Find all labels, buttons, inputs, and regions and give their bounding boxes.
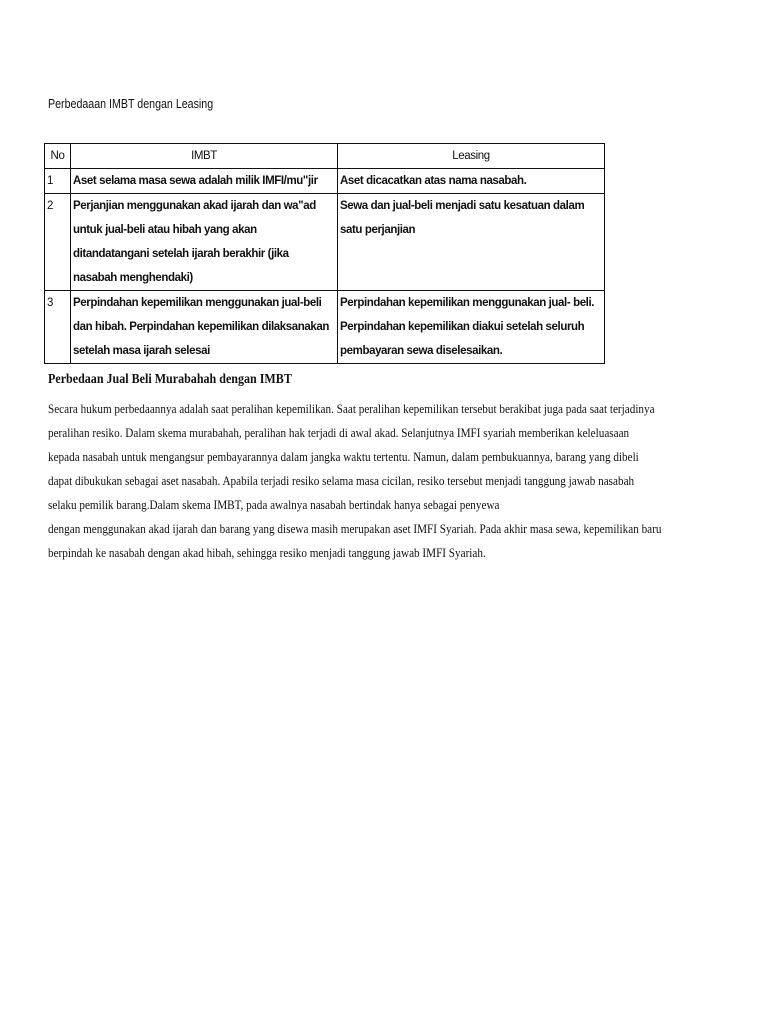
leasing-cell: Aset dicacatkan atas nama nasabah.	[338, 169, 605, 194]
paragraph-line: peralihan resiko. Dalam skema murabahah, peralihan hak terjadi di awal akad. Selanjutnya IMFI syariah memberikan keleluasaan	[48, 425, 630, 440]
row-number: 3	[45, 291, 71, 364]
paragraph-line: berpindah ke nasabah dengan akad hibah, sehingga resiko menjadi tanggung jawab IMFI Syariah.	[48, 545, 486, 560]
imbt-cell: Perjanjian menggunakan akad ijarah dan wa"ad untuk jual-beli atau hibah yang akan ditandatangani setelah ijarah berakhir (jika nasabah menghendaki)	[71, 194, 338, 291]
section-title-imbt-vs-leasing: Perbedaaan IMBT dengan Leasing	[48, 96, 214, 111]
paragraph-line: dapat dibukukan sebagai aset nasabah. Apabila terjadi resiko selama masa cicilan, resiko tersebut menjadi tanggung jawab nasabah	[48, 473, 635, 488]
column-header-imbt: IMBT	[71, 144, 338, 169]
row-number: 1	[45, 169, 71, 194]
leasing-cell: Sewa dan jual-beli menjadi satu kesatuan dalam satu perjanjian	[338, 194, 605, 291]
section-title-murabahah-vs-imbt: Perbedaan Jual Beli Murabahah dengan IMBT	[48, 372, 292, 387]
table-row	[45, 194, 605, 291]
body-paragraph	[48, 397, 662, 565]
paragraph-line: kepada nasabah untuk mengangsur pembayarannya dalam jangka waktu tertentu. Namun, dalam pembukuannya, barang yang dibeli	[48, 449, 639, 464]
table-header-row	[45, 144, 605, 169]
paragraph-line: selaku pemilik barang.Dalam skema IMBT, pada awalnya nasabah bertindak hanya sebagai penyewa	[48, 497, 500, 512]
table-row	[45, 169, 605, 194]
comparison-table	[44, 143, 605, 364]
paragraph-line: Secara hukum perbedaannya adalah saat peralihan kepemilikan. Saat peralihan kepemilikan tersebut berakibat juga pada saat terjadinya	[48, 401, 655, 416]
imbt-cell: Perpindahan kepemilikan menggunakan jual-beli dan hibah. Perpindahan kepemilikan dilaksanakan setelah masa ijarah selesai	[71, 291, 338, 364]
column-header-leasing: Leasing	[338, 144, 605, 169]
table-row	[45, 291, 605, 364]
column-header-no: No	[45, 144, 71, 169]
leasing-cell: Perpindahan kepemilikan menggunakan jual- beli. Perpindahan kepemilikan diakui setelah seluruh pembayaran sewa diselesaikan.	[338, 291, 605, 364]
paragraph-line: dengan menggunakan akad ijarah dan barang yang disewa masih merupakan aset IMFI Syariah. Pada akhir masa sewa, kepemilikan baru	[48, 521, 662, 536]
row-number: 2	[45, 194, 71, 291]
imbt-cell: Aset selama masa sewa adalah milik IMFI/mu"jir	[71, 169, 338, 194]
